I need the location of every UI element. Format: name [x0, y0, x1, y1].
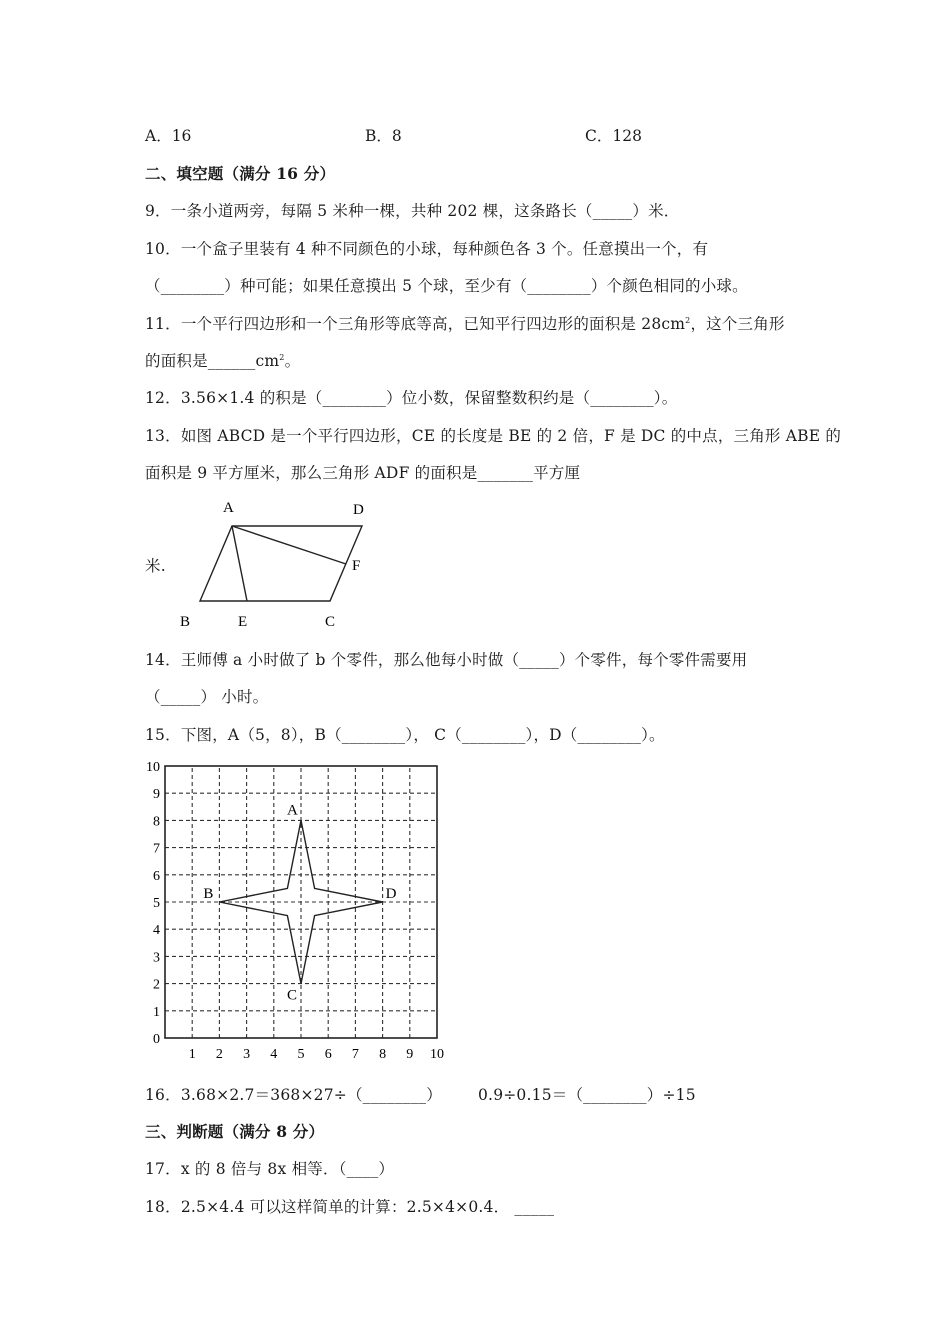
option-c: C．128: [585, 127, 642, 145]
question-13-line3: 米.: [145, 557, 166, 575]
y-tick-label: 0: [153, 1032, 160, 1047]
y-tick-label: 8: [153, 814, 160, 830]
label-f: F: [352, 558, 361, 574]
segment-af: [232, 526, 346, 564]
y-tick-label: 10: [146, 760, 160, 775]
y-tick-label: 3: [153, 950, 160, 966]
x-tick-label: 1: [188, 1047, 196, 1062]
question-18: 18．2.5×4.4 可以这样简单的计算：2.5×4×0.4． _____: [145, 1198, 555, 1216]
y-tick-label: 2: [153, 977, 160, 993]
point-label-c: C: [287, 987, 298, 1004]
x-tick-label: 10: [430, 1047, 444, 1062]
y-tick-label: 1: [153, 1004, 160, 1020]
x-tick-label: 8: [379, 1047, 387, 1062]
question-12: 12．3.56×1.4 的积是（________）位小数，保留整数积约是（________）。: [145, 389, 678, 407]
question-14-line1: 14．王师傅 a 小时做了 b 个零件，那么他每小时做（_____）个零件，每个零件需要用: [145, 651, 748, 669]
x-tick-label: 9: [406, 1047, 414, 1062]
question-9: 9．一条小道两旁，每隔 5 米种一棵，共种 202 棵，这条路长（_____）米．: [145, 202, 680, 220]
label-c: C: [325, 614, 336, 630]
point-label-a: A: [287, 802, 298, 819]
parallelogram-abcd: [200, 526, 362, 601]
y-tick-label: 6: [153, 868, 160, 884]
point-label-d: D: [385, 886, 397, 902]
point-label-b: B: [203, 886, 214, 902]
y-tick-label: 9: [153, 787, 160, 803]
y-tick-label: 4: [153, 923, 160, 939]
x-tick-label: 3: [243, 1047, 251, 1062]
label-a: A: [223, 500, 234, 516]
question-13-line1: 13．如图 ABCD 是一个平行四边形，CE 的长度是 BE 的 2 倍，F 是 DC 的中点，三角形 ABE 的: [145, 427, 842, 445]
label-e: E: [238, 614, 248, 630]
question-15: 15．下图，A（5，8），B（________）， C（________），D（________）。: [145, 726, 665, 744]
coordinate-grid: [140, 755, 460, 1065]
option-a: A．16: [145, 127, 192, 145]
question-10-line1: 10．一个盒子里装有 4 种不同颜色的小球，每种颜色各 3 个。任意摸出一个，有: [145, 240, 709, 258]
parallelogram-figure: [170, 495, 390, 635]
y-tick-label: 7: [153, 841, 160, 857]
question-11-line1: 11．一个平行四边形和一个三角形等底等高，已知平行四边形的面积是 $28cm^2$，这个三角形: [145, 315, 785, 333]
option-b: B．8: [365, 127, 402, 145]
question-10-line2: （________）种可能；如果任意摸出 5 个球，至少有（________）个颜色相同的小球。: [145, 277, 748, 295]
x-tick-label: 6: [324, 1047, 332, 1062]
segment-ae: [232, 526, 247, 601]
question-17: 17．x 的 8 倍与 8x 相等．（____）: [145, 1160, 395, 1178]
question-16-right: 0.9÷0.15＝（________）÷15: [478, 1086, 696, 1104]
x-tick-label: 5: [297, 1047, 305, 1062]
question-14-line2: （_____） 小时。: [145, 688, 269, 706]
label-d: D: [353, 502, 364, 518]
section3-heading: 三、判断题（满分 8 分）: [145, 1122, 325, 1141]
question-13-line2: 面积是 9 平方厘米，那么三角形 ADF 的面积是_______平方厘: [145, 464, 581, 482]
x-tick-label: 2: [215, 1047, 223, 1062]
section2-heading: 二、填空题（满分 16 分）: [145, 164, 336, 183]
label-b: B: [180, 614, 191, 630]
x-tick-label: 4: [270, 1047, 278, 1062]
question-11-line2: 的面积是$\_\_\_\_\_\_cm^2$。: [145, 352, 301, 370]
x-tick-label: 7: [351, 1047, 359, 1062]
question-16-left: 16．3.68×2.7＝368×27÷（________）: [145, 1086, 442, 1104]
y-tick-label: 5: [153, 896, 160, 911]
